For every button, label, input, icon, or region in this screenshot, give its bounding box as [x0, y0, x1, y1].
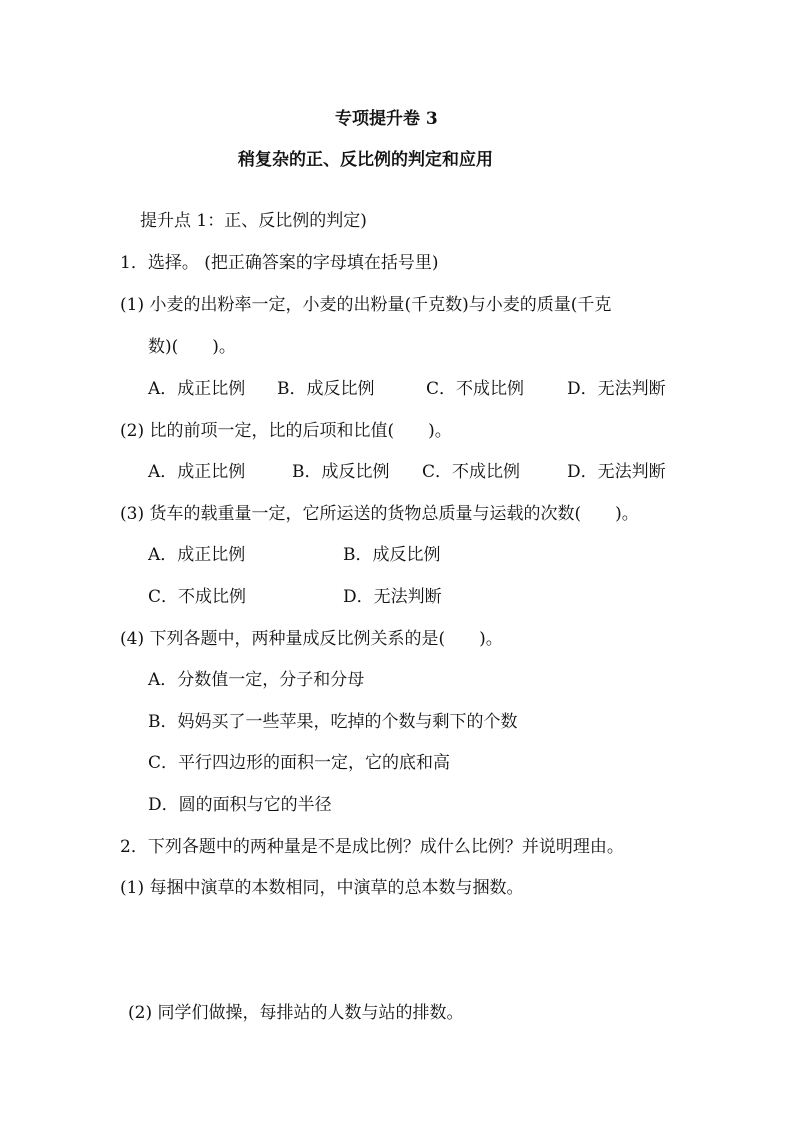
q1-item-3-option-d: D．无法判断 — [343, 587, 442, 607]
q2-item-1: (1) 每捆中演草的本数相同，中演草的总本数与捆数。 — [120, 878, 524, 898]
q1-item-1-line1: (1) 小麦的出粉率一定，小麦的出粉量(千克数)与小麦的质量(千克 — [120, 295, 612, 315]
q1-item-1-line2: 数)( )。 — [148, 337, 236, 357]
page-subtitle: 稍复杂的正、反比例的判定和应用 — [238, 150, 493, 170]
q1-item-2-option-d: D．无法判断 — [567, 462, 666, 482]
section-heading: 提升点 1：正、反比例的判定) — [140, 211, 367, 231]
q1-item-1-option-c: C．不成比例 — [426, 379, 525, 399]
q1-item-4-option-a: A．分数值一定，分子和分母 — [148, 670, 365, 690]
q1-item-4-option-c: C．平行四边形的面积一定，它的底和高 — [148, 753, 451, 773]
q1-item-1-option-a: A．成正比例 — [148, 379, 246, 399]
q1-item-2-option-c: C．不成比例 — [422, 462, 521, 482]
question-2-stem: 2．下列各题中的两种量是不是成比例？成什么比例？并说明理由。 — [120, 837, 624, 857]
q1-item-3-line1: (3) 货车的载重量一定，它所运送的货物总质量与运载的次数( )。 — [120, 504, 639, 524]
q1-item-1-option-d: D．无法判断 — [567, 379, 666, 399]
q1-item-2-option-b: B．成反比例 — [292, 462, 390, 482]
q1-item-4-line1: (4) 下列各题中，两种量成反比例关系的是( )。 — [120, 629, 503, 649]
question-1-stem: 1．选择。 (把正确答案的字母填在括号里) — [120, 253, 439, 273]
q1-item-2-option-a: A．成正比例 — [148, 462, 246, 482]
q1-item-3-option-c: C．不成比例 — [148, 587, 247, 607]
q1-item-4-option-d: D．圆的面积与它的半径 — [148, 795, 332, 815]
q1-item-2-line1: (2) 比的前项一定，比的后项和比值( )。 — [120, 421, 452, 441]
q2-item-2: (2) 同学们做操，每排站的人数与站的排数。 — [128, 1003, 464, 1023]
q1-item-3-option-a: A．成正比例 — [148, 545, 246, 565]
q1-item-1-option-b: B．成反比例 — [277, 379, 375, 399]
q1-item-4-option-b: B．妈妈买了一些苹果，吃掉的个数与剩下的个数 — [148, 712, 518, 732]
q1-item-3-option-b: B．成反比例 — [343, 545, 441, 565]
page-title: 专项提升卷 3 — [335, 109, 438, 129]
